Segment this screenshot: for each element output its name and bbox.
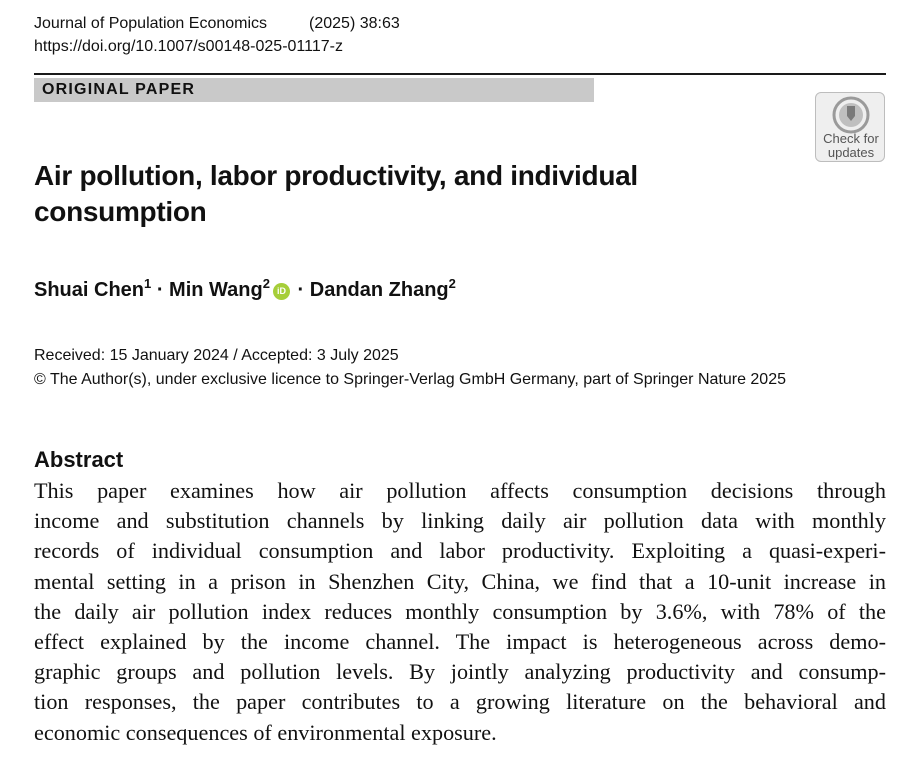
author-separator: · (297, 279, 305, 301)
abstract-line: the daily air pollution index reduces monthly consumption by 3.6%, with 78% of the (34, 598, 886, 624)
crossmark-icon (832, 96, 870, 134)
abstract-line: income and substitution channels by linking daily air pollution data with monthly (34, 508, 886, 534)
abstract-line: mental setting in a prison in Shenzhen City, China, we find that a 10-unit increase in (34, 568, 886, 594)
crossmark-label-line2: updates (827, 145, 875, 160)
orcid-icon[interactable]: iD (273, 283, 290, 300)
crossmark-label-line1: Check for (823, 131, 879, 146)
copyright-notice: © The Author(s), under exclusive licence to Springer-Verlag GmbH Germany, part of Springer Nature 2025 (34, 371, 786, 388)
section-label: ORIGINAL PAPER (42, 81, 196, 98)
author-affiliation: 2 (262, 276, 270, 291)
check-for-updates-badge[interactable] (815, 92, 885, 162)
abstract-heading: Abstract (34, 447, 124, 472)
abstract-line: This paper examines how air pollution affects consumption decisions through (34, 478, 886, 503)
doi-link[interactable]: https://doi.org/10.1007/s00148-025-01117-z (34, 38, 343, 55)
journal-name: Journal of Population Economics (34, 15, 268, 32)
author-affiliation: 2 (448, 276, 456, 291)
journal-volume: (2025) 38:63 (309, 15, 400, 32)
received-accepted-dates: Received: 15 January 2024 / Accepted: 3 July 2025 (34, 347, 399, 364)
paper-title: Air pollution, labor productivity, and individual consumption (34, 160, 638, 227)
abstract-line: graphic groups and pollution levels. By jointly analyzing productivity and consump- (34, 659, 886, 685)
abstract-line: tion responses, the paper contributes to a growing literature on the behavioral and (34, 689, 886, 715)
abstract-line: economic consequences of environmental exposure. (34, 719, 497, 745)
abstract-line: records of individual consumption and labor productivity. Exploiting a quasi-experi- (34, 538, 886, 564)
author-list (34, 276, 456, 304)
section-label-bar (34, 78, 594, 102)
journal-citation (34, 13, 400, 35)
author-separator: · (156, 279, 164, 301)
abstract-line: effect explained by the income channel. The impact is heterogeneous across demo- (34, 629, 886, 655)
abstract-body (34, 476, 886, 748)
author-affiliation: 1 (144, 276, 152, 291)
author-name[interactable]: Dandan Zhang (309, 279, 449, 301)
author-name[interactable]: Shuai Chen (34, 279, 145, 301)
header-rule (34, 73, 886, 75)
author-name[interactable]: Min Wang (169, 279, 263, 301)
